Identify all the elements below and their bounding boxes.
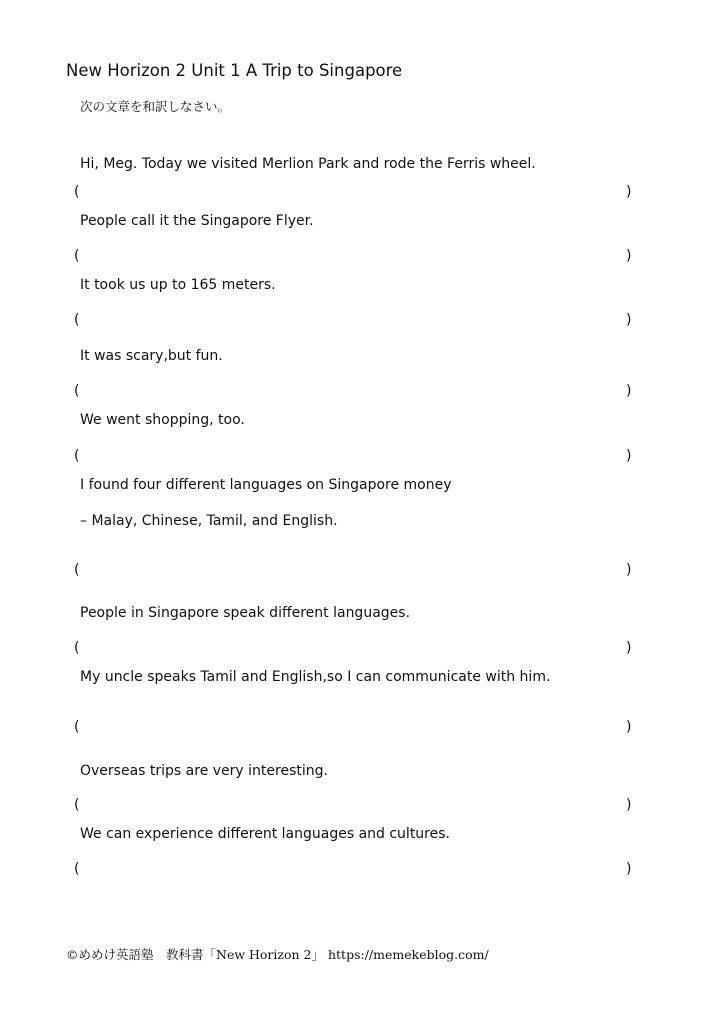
answer-open-paren: ( [74, 248, 80, 264]
sentence-3: It took us up to 165 meters. [80, 277, 276, 293]
answer-close-paren: ) [626, 448, 632, 464]
answer-close-paren: ) [626, 719, 632, 735]
answer-open-paren: ( [74, 640, 80, 656]
sentence-9: Overseas trips are very interesting. [80, 763, 328, 779]
answer-open-paren: ( [74, 312, 80, 328]
answer-close-paren: ) [626, 312, 632, 328]
answer-close-paren: ) [626, 861, 632, 877]
copyright-footer: ©めめけ英語塾 教科書「New Horizon 2」 https://memekeblog.com/ [66, 947, 489, 962]
answer-open-paren: ( [74, 383, 80, 399]
answer-close-paren: ) [626, 562, 632, 578]
answer-open-paren: ( [74, 448, 80, 464]
answer-open-paren: ( [74, 184, 80, 200]
sentence-2: People call it the Singapore Flyer. [80, 213, 314, 229]
answer-close-paren: ) [626, 797, 632, 813]
sentence-6-continued: – Malay, Chinese, Tamil, and English. [80, 513, 338, 529]
answer-close-paren: ) [626, 383, 632, 399]
instruction-text: 次の文章を和訳しなさい。 [80, 99, 231, 114]
answer-open-paren: ( [74, 719, 80, 735]
answer-open-paren: ( [74, 797, 80, 813]
sentence-6: I found four different languages on Singapore money [80, 477, 452, 493]
answer-close-paren: ) [626, 184, 632, 200]
sentence-8: My uncle speaks Tamil and English,so I can communicate with him. [80, 669, 551, 685]
page-title: New Horizon 2 Unit 1 A Trip to Singapore [66, 61, 403, 80]
sentence-5: We went shopping, too. [80, 412, 245, 428]
sentence-7: People in Singapore speak different languages. [80, 605, 411, 621]
answer-open-paren: ( [74, 861, 80, 877]
answer-close-paren: ) [626, 640, 632, 656]
sentence-1: Hi, Meg. Today we visited Merlion Park and rode the Ferris wheel. [80, 156, 536, 172]
sentence-10: We can experience different languages and cultures. [80, 826, 450, 842]
answer-open-paren: ( [74, 562, 80, 578]
sentence-4: It was scary,but fun. [80, 348, 223, 364]
answer-close-paren: ) [626, 248, 632, 264]
